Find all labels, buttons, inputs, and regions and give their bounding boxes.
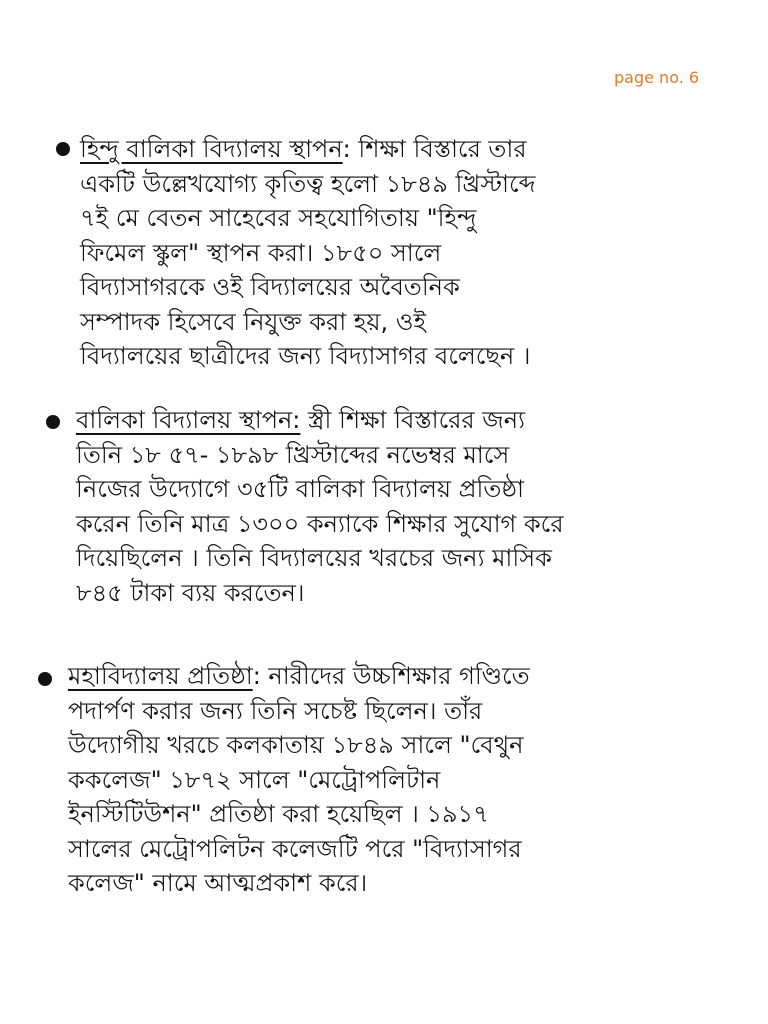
section-heading: হিন্দু বালিকা বিদ্যালয় স্থাপন xyxy=(80,135,343,163)
bullet-icon xyxy=(38,672,52,686)
text-line: বিদ্যালয়ের ছাত্রীদের জন্য বিদ্যাসাগর বলেছেন । xyxy=(80,342,531,370)
text-line: নিজের উদ্যোগে ৩৫টি বালিকা বিদ্যালয় প্রতিষ্ঠা xyxy=(76,475,524,503)
section-heading: বালিকা বিদ্যালয় স্থাপন: xyxy=(76,406,301,434)
text-line: কলেজ" নামে আত্মপ্রকাশ করে। xyxy=(68,869,368,897)
first-line xyxy=(80,132,536,167)
text-line: তিনি ১৮ ৫৭- ১৮৯৮ খ্রিস্টাব্দের নভেম্বর মাসে xyxy=(76,440,510,469)
first-line-text: : শিক্ষা বিস্তারে তার xyxy=(342,135,527,163)
text-line: একটি উল্লেখযোগ্য কৃতিত্ব হলো ১৮৪৯ খ্রিস্টাব্দে xyxy=(80,169,536,198)
bullet-icon xyxy=(46,415,60,429)
text-line: ককলেজ" ১৮৭২ সালে "মেট্রোপলিটান xyxy=(68,765,441,794)
first-line-text: স্ত্রী শিক্ষা বিস্তারের জন্য xyxy=(300,406,526,434)
text-line: পদার্পণ করার জন্য তিনি সচেষ্ট ছিলেন। তাঁর xyxy=(68,696,483,725)
text-line: ৮৪৫ টাকা ব্যয় করতেন। xyxy=(76,578,305,607)
text-line: করেন তিনি মাত্র ১৩০০ কন্যাকে শিক্ষার সুযোগ করে xyxy=(76,509,564,538)
text-line: উদ্যোগীয় খরচে কলকাতায় ১৮৪৯ সালে "বেথুন xyxy=(68,731,524,759)
bullet-icon xyxy=(56,142,70,156)
text-line: বিদ্যাসাগরকে ওই বিদ্যালয়ের অবৈতনিক xyxy=(80,273,460,301)
section-text xyxy=(76,403,564,610)
first-line xyxy=(68,659,530,694)
text-line: সালের মেট্রোপলিটন কলেজটি পরে "বিদ্যাসাগর xyxy=(68,834,522,863)
section-heading: মহাবিদ্যালয় প্রতিষ্ঠা xyxy=(68,662,253,690)
first-line xyxy=(76,403,564,438)
section-text xyxy=(68,659,530,901)
page-number: page no. 6 xyxy=(614,68,700,87)
text-line: সম্পাদক হিসেবে নিযুক্ত করা হয়, ওই xyxy=(80,307,426,336)
text-line: দিয়েছিলেন । তিনি বিদ্যালয়ের খরচের জন্য মাসিক xyxy=(76,544,552,572)
text-line: ফিমেল স্কুল" স্থাপন করা। ১৮৫০ সালে xyxy=(80,238,442,267)
text-line: ইনস্টিটিউশন" প্রতিষ্ঠা করা হয়েছিল । ১৯১৭ xyxy=(68,800,489,828)
text-line: ৭ই মে বেতন সাহেবের সহযোগিতায় "হিন্দু xyxy=(80,204,477,232)
section-text xyxy=(80,132,536,374)
first-line-text: : নারীদের উচ্চশিক্ষার গণ্ডিতে xyxy=(252,662,530,690)
